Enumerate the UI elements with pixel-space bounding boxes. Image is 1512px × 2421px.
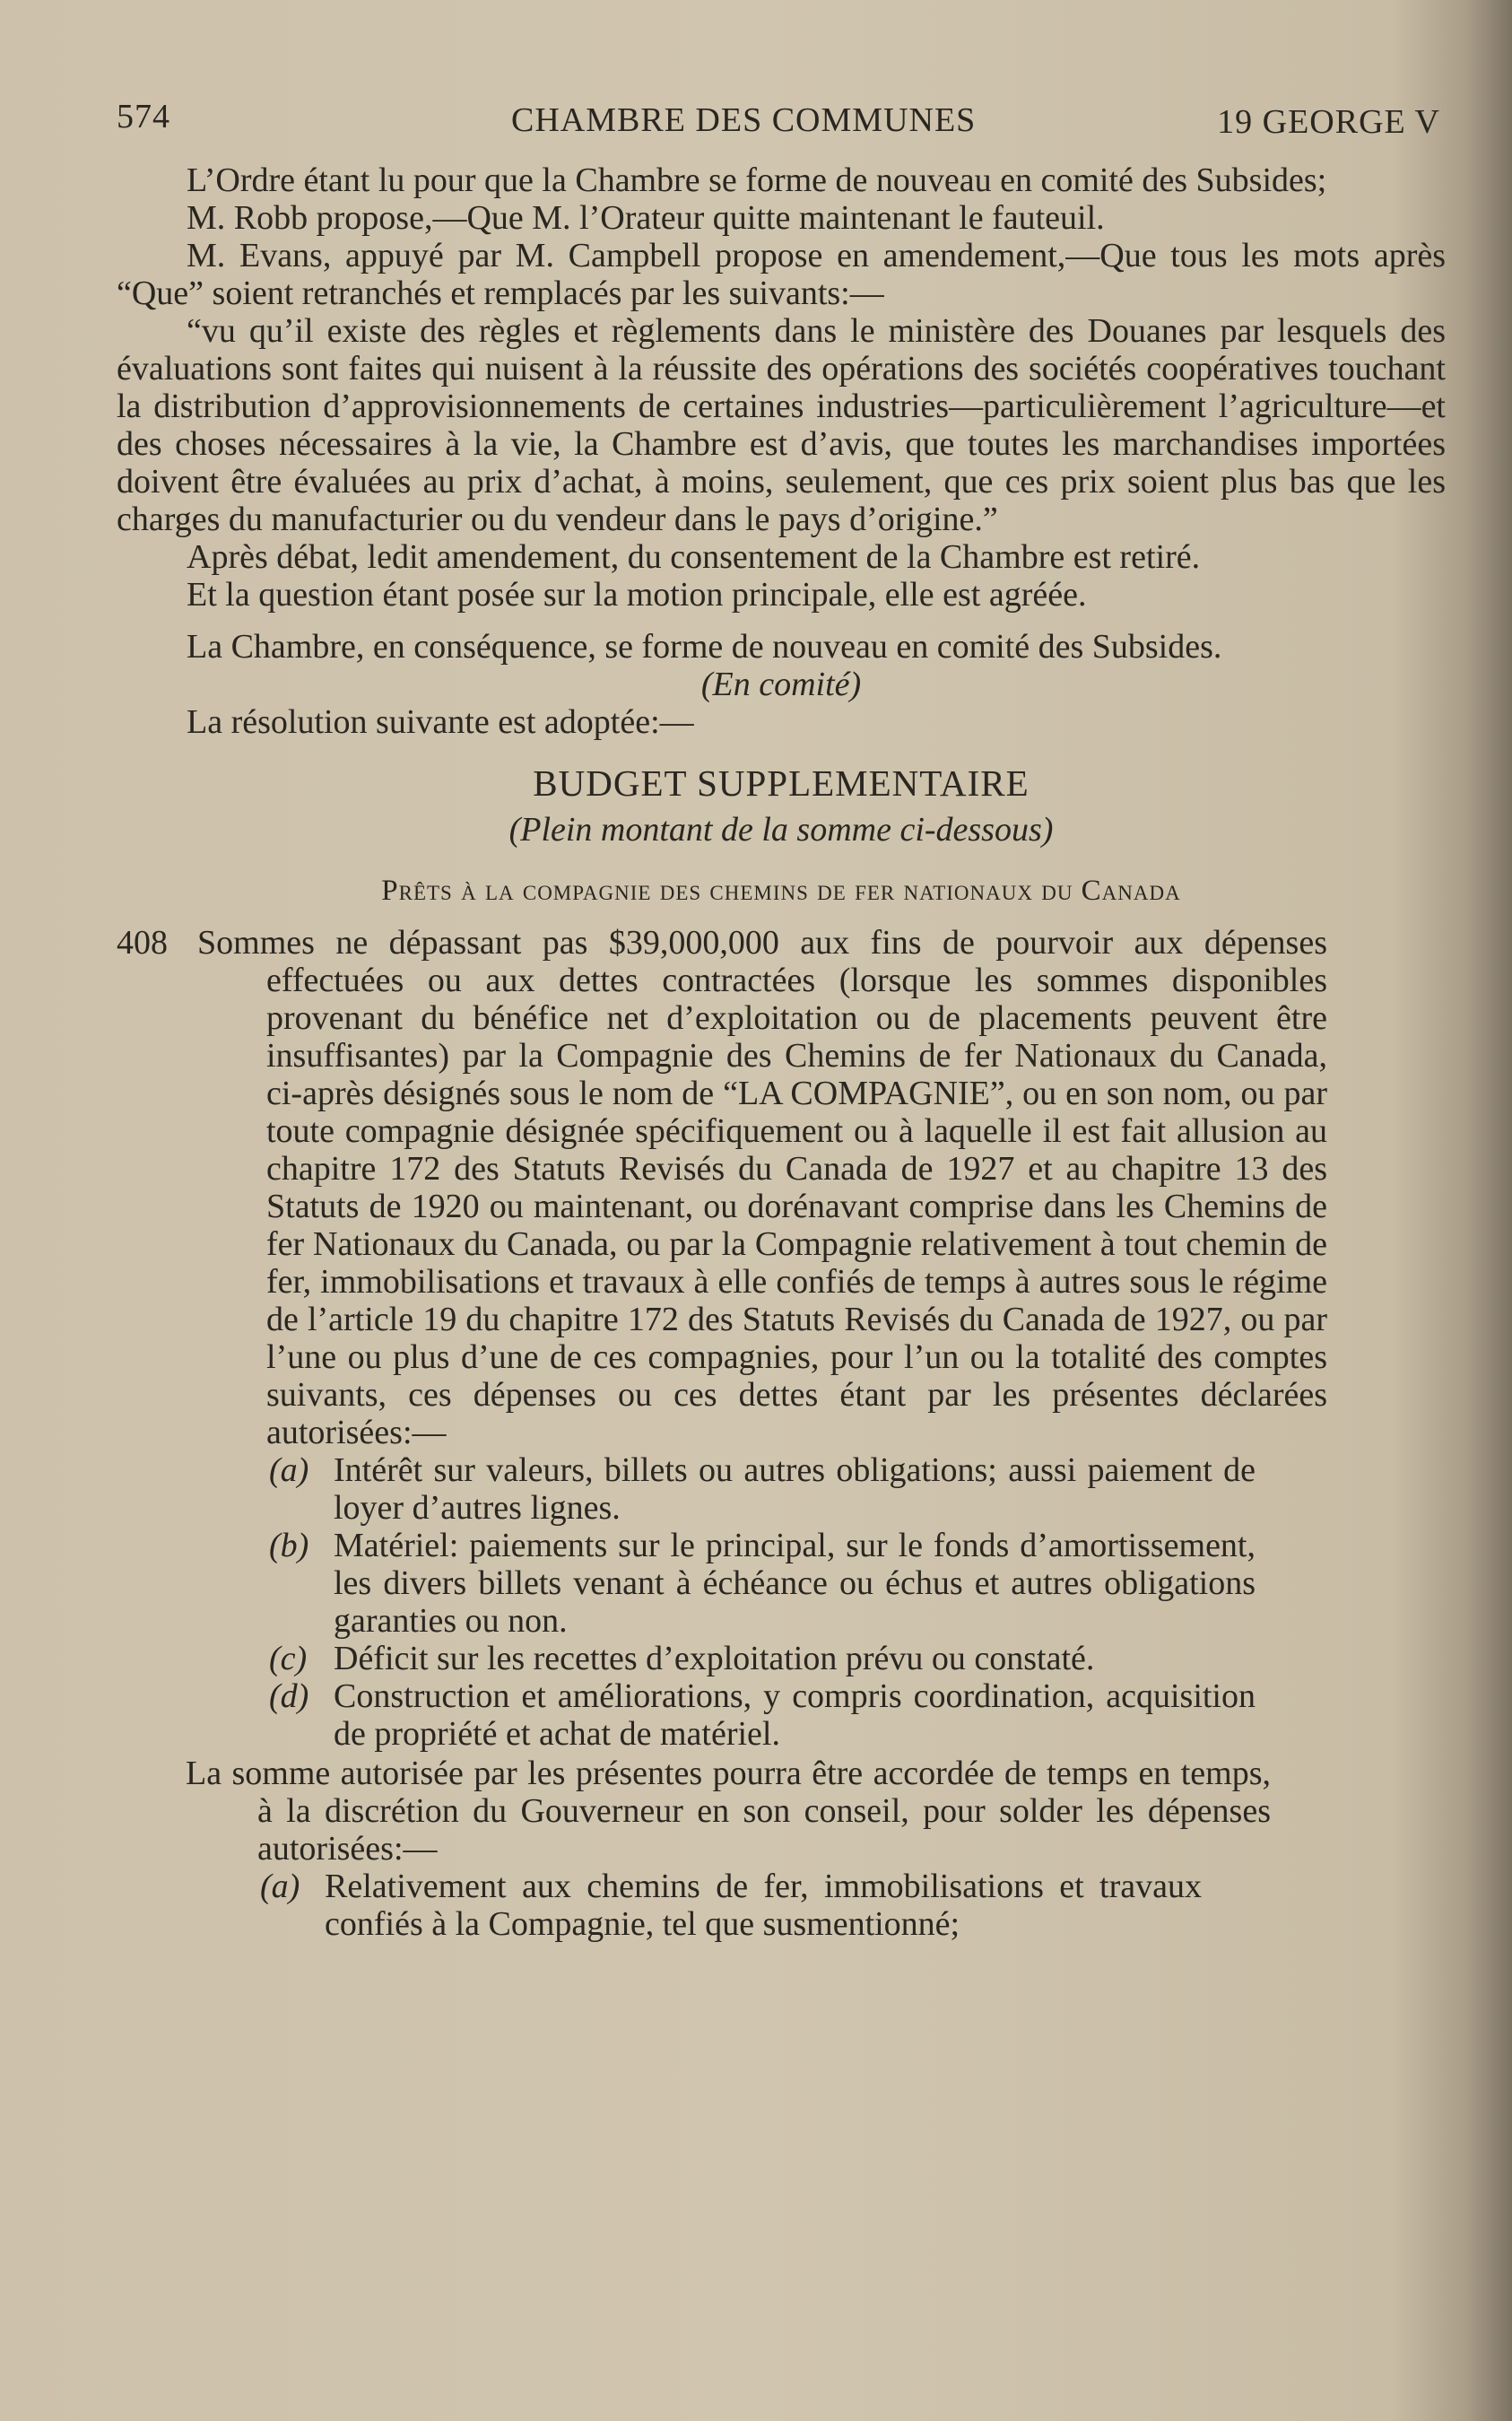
item-content: [197, 924, 1327, 1451]
amendment-quote: “vu qu’il existe des règles et règlements dans le ministère des Douanes par lesquels des évaluations sont faites qui nuisent à la réussite des opérations des sociétés coopératives touchant la distribution d’approvisionnements de certaines industries—particulièrement l’agriculture—et des choses nécessaires à la vie, la Chambre est d’avis, que toutes les marchandises importées doivent être évaluées au prix d’achat, à moins, seulement, que ces prix soient plus bas que les charges du manufacturier ou du vendeur dans le pays d’origine.”: [117, 312, 1446, 538]
trailing-subitem-a: [260, 1868, 1202, 1943]
paragraph: M. Evans, appuyé par M. Campbell propose en amendement,—Que tous les mots après “Que” soient retranchés et remplacés par les suivants:—: [117, 237, 1446, 312]
subitem-b: [269, 1527, 1256, 1640]
session-title: 19 GEORGE V: [1217, 103, 1440, 141]
section-subtitle: (Plein montant de la somme ci-dessous): [508, 811, 1054, 849]
in-committee-note: (En comité): [700, 666, 862, 703]
subitem-label: (a): [269, 1451, 309, 1489]
item-number: 408: [117, 924, 168, 962]
subitem-label: (d): [269, 1677, 309, 1715]
trailing-paragraph: La somme autorisée par les présentes pourra être accordée de temps en temps, à la discrétion du Gouverneur en son conseil, pour solder les dépenses autorisées:—: [186, 1755, 1271, 1868]
subitem-label: (b): [269, 1527, 309, 1564]
section-title: BUDGET SUPPLEMENTAIRE: [533, 762, 1030, 804]
running-title: CHAMBRE DES COMMUNES: [511, 101, 977, 139]
subitem-label: (c): [269, 1640, 308, 1677]
subitem-c: [269, 1640, 1256, 1677]
subitem-text: Matériel: paiements sur le principal, sur le fonds d’amortissement, les divers billets venant à échéance ou échus et autres obligations garanties ou non.: [334, 1527, 1256, 1640]
paragraph: Et la question étant posée sur la motion principale, elle est agréée.: [187, 576, 1087, 614]
paragraph: Après débat, ledit amendement, du consentement de la Chambre est retiré.: [187, 538, 1201, 576]
subitem-label: (a): [260, 1868, 300, 1905]
page-header: [117, 90, 1440, 161]
subitem-text: Intérêt sur valeurs, billets ou autres obligations; aussi paiement de loyer d’autres lignes.: [334, 1451, 1256, 1527]
committee-paragraph: La Chambre, en conséquence, se forme de nouveau en comité des Subsides.: [187, 628, 1222, 666]
subitem-d: [269, 1677, 1256, 1753]
item-text: Sommes ne dépassant pas $39,000,000 aux fins de pourvoir aux dépenses effectuées ou aux dettes contractées (lorsque les sommes disponibles provenant du bénéfice net d’exploitation ou de placements peuvent être insuffisantes) par la Compagnie des Chemins de fer Nationaux du Canada, ci-après désignés sous le nom de “LA COMPAGNIE”, ou en son nom, ou par toute compagnie désignée spécifiquement ou à laquelle il est fait allusion au chapitre 172 des Statuts Revisés du Canada de 1927 et au chapitre 13 des Statuts de 1920 ou maintenant, ou dorénavant comprise dans les Chemins de fer Nationaux du Canada, ou par la Compagnie relativement à tout chemin de fer, immobilisations et travaux à elle confiés de temps à autres sous le régime de l’article 19 du chapitre 172 des Statuts Revisés du Canada de 1927, ou par l’une ou plus d’une de ces compagnies, pour l’un ou la totalité des comptes suivants, ces dépenses ou ces dettes étant par les présentes déclarées autorisées:—: [197, 924, 1327, 1451]
subitem-text: Déficit sur les recettes d’exploitation prévu ou constaté.: [334, 1640, 1095, 1677]
budget-item: [117, 924, 1446, 1451]
section-heading: Prêts à la compagnie des chemins de fer nationaux du Canada: [381, 875, 1181, 907]
subitem-a: [269, 1451, 1256, 1527]
page-number: 574: [117, 98, 170, 135]
subitem-text: Relativement aux chemins de fer, immobilisations et travaux confiés à la Compagnie, tel que susmentionné;: [325, 1868, 1202, 1943]
subitem-text: Construction et améliorations, y compris coordination, acquisition de propriété et achat de matériel.: [334, 1677, 1256, 1753]
page-body: [117, 161, 1446, 1943]
resolution-intro: La résolution suivante est adoptée:—: [187, 703, 694, 741]
paragraph: L’Ordre étant lu pour que la Chambre se forme de nouveau en comité des Subsides;: [187, 161, 1327, 199]
paragraph: M. Robb propose,—Que M. l’Orateur quitte maintenant le fauteuil.: [187, 199, 1105, 237]
